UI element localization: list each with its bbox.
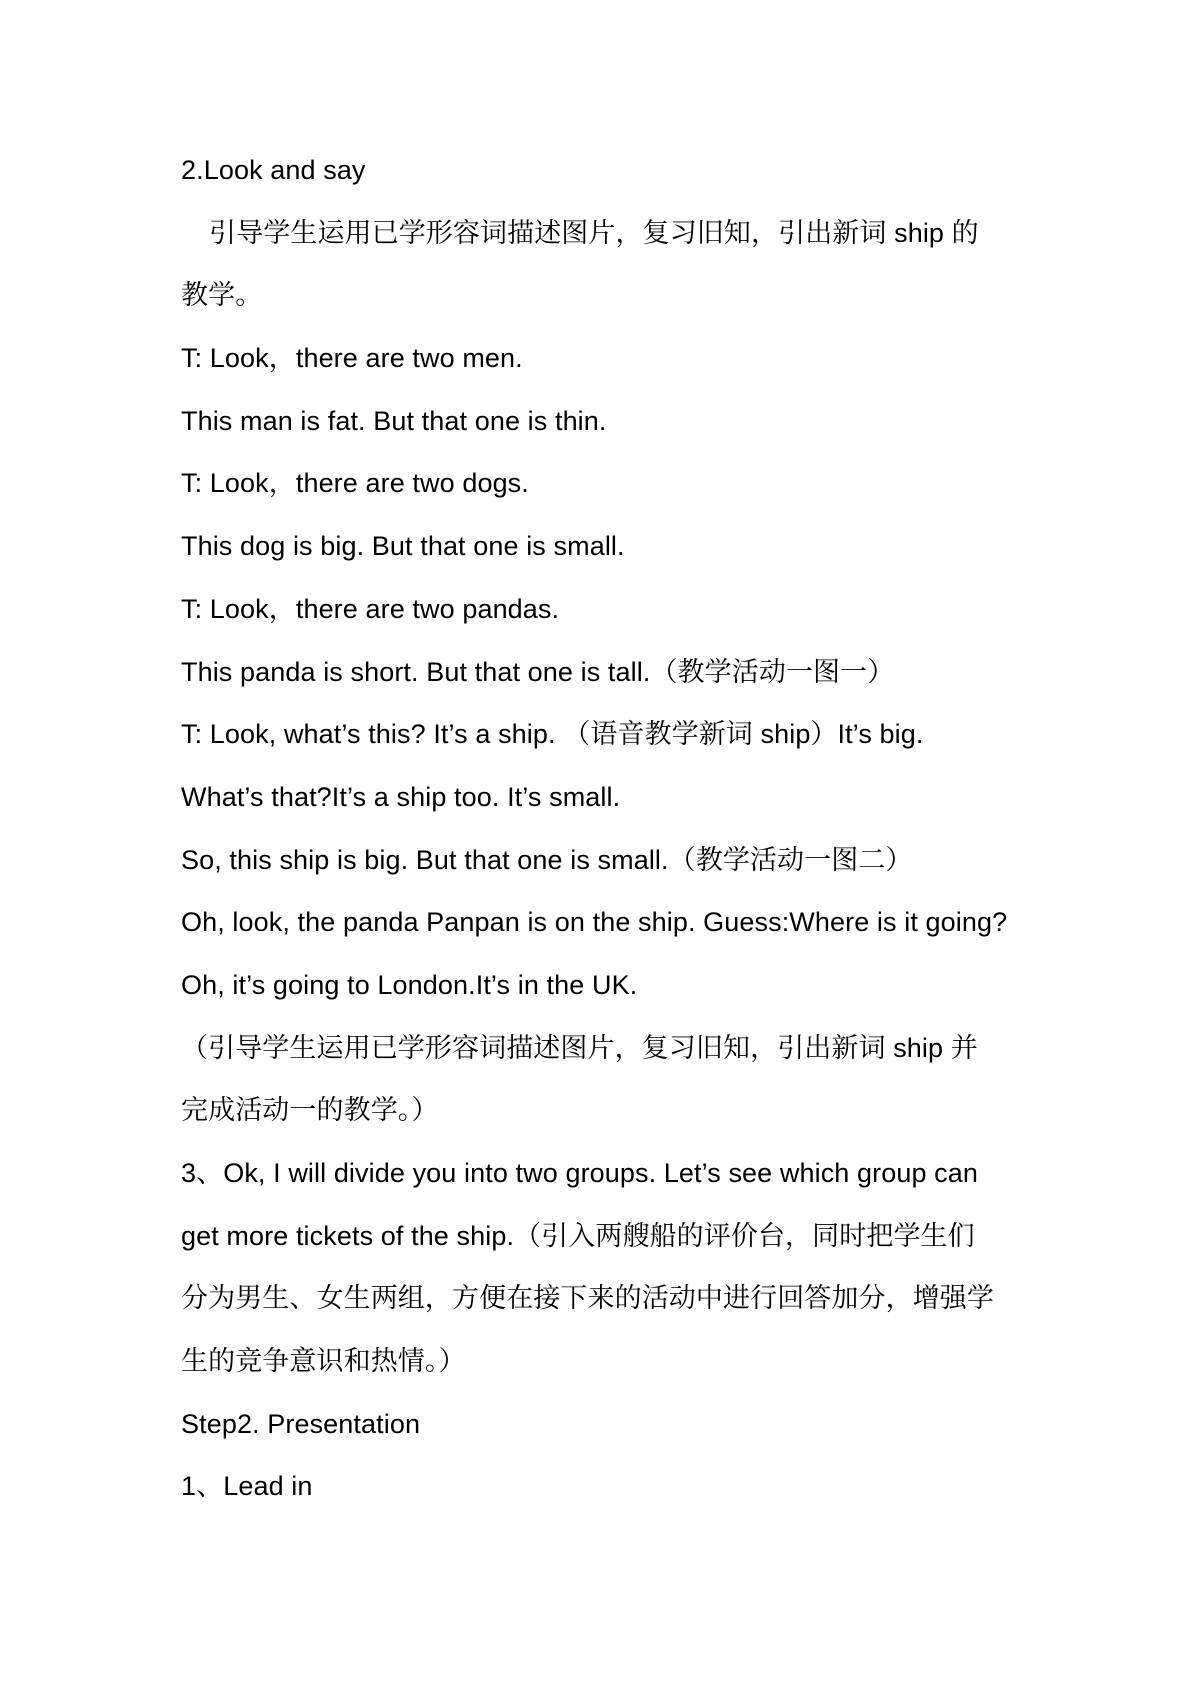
note-line: 完成活动一的教学。） xyxy=(181,1095,439,1126)
subsection-heading-lead-in: 1、Lead in xyxy=(181,1471,313,1502)
dialogue-line: T: Look，there are two dogs. xyxy=(181,468,529,499)
paragraph-line: 引导学生运用已学形容词描述图片，复习旧知，引出新词 ship 的 xyxy=(209,217,979,248)
paragraph-line: 3、Ok, I will divide you into two groups. Let’s see which group can xyxy=(181,1158,979,1188)
dialogue-line: This panda is short. But that one is tall.（教学活动一图一） xyxy=(181,656,895,687)
dialogue-line: What’s that?It’s a ship too. It’s small. xyxy=(181,781,621,812)
dialogue-line: This man is fat. But that one is thin. xyxy=(181,405,607,436)
note-line: （引导学生运用已学形容词描述图片，复习旧知，引出新词 ship 并 xyxy=(181,1032,978,1063)
dialogue-line: Oh, it’s going to London.It’s in the UK. xyxy=(181,969,638,1000)
section-heading-look-and-say: 2.Look and say xyxy=(181,155,366,185)
dialogue-line: So, this ship is big. But that one is small.（教学活动一图二） xyxy=(181,844,913,875)
section-heading-presentation: Step2. Presentation xyxy=(181,1408,421,1439)
paragraph-line: 教学。 xyxy=(181,280,263,311)
paragraph-line: 生的竞争意识和热情。） xyxy=(181,1346,466,1377)
paragraph-line: 分为男生、女生两组，方便在接下来的活动中进行回答加分，增强学 xyxy=(181,1283,994,1314)
dialogue-line: T: Look, what’s this? It’s a ship. （语音教学新词 ship）It’s big. xyxy=(181,719,924,750)
document-body xyxy=(181,151,1061,1530)
dialogue-line: Oh, look, the panda Panpan is on the ship. Guess:Where is it going? xyxy=(181,907,1008,938)
dialogue-line: T: Look，there are two pandas. xyxy=(181,593,560,624)
dialogue-line: This dog is big. But that one is small. xyxy=(181,531,625,562)
paragraph-line: get more tickets of the ship.（引入两艘船的评价台，同时把学生们 xyxy=(181,1220,975,1251)
dialogue-line: T: Look，there are two men. xyxy=(181,343,523,374)
